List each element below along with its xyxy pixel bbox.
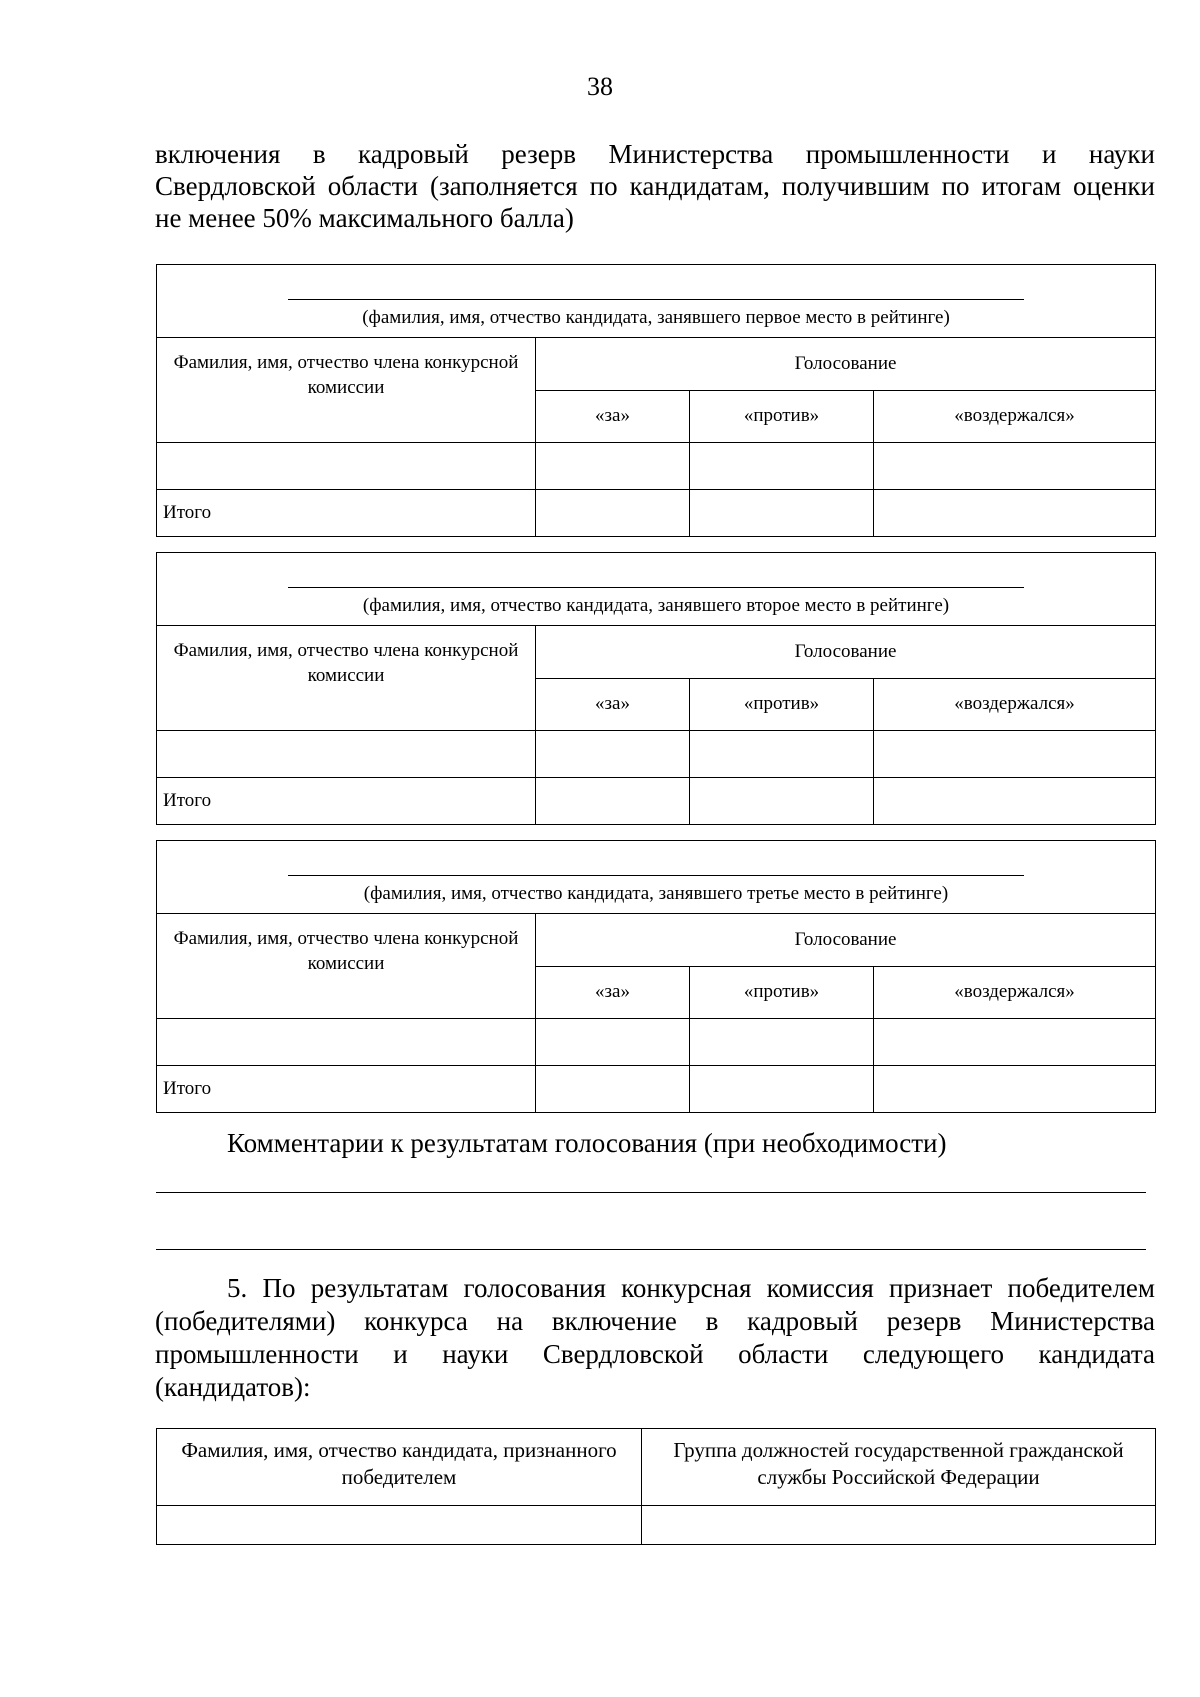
winner-name-header: Фамилия, имя, отчество кандидата, признанного победителем (157, 1429, 642, 1506)
item-5-line-1: 5. По результатам голосования конкурсная комиссия признает победителем (227, 1273, 1155, 1303)
member-name-cell[interactable] (157, 731, 536, 778)
for-cell[interactable] (536, 731, 690, 778)
total-abstain-cell[interactable] (874, 1066, 1156, 1113)
total-row (157, 1066, 1156, 1113)
member-header: Фамилия, имя, отчество члена конкурсной комиссии (157, 338, 536, 443)
total-label: Итого (157, 490, 536, 537)
vote-table-second-place (156, 552, 1156, 825)
abstain-cell[interactable] (874, 1019, 1156, 1066)
total-label: Итого (157, 778, 536, 825)
candidate-name-line (288, 587, 1024, 588)
page-number: 38 (587, 72, 613, 101)
position-group-header: Группа должностей государственной гражданской службы Российской Федерации (642, 1429, 1156, 1506)
candidate-caption: (фамилия, имя, отчество кандидата, занявшего первое место в рейтинге) (362, 307, 950, 328)
comments-line-1[interactable] (156, 1192, 1146, 1193)
option-for: «за» (536, 390, 690, 443)
vote-table-third-place (156, 840, 1156, 1113)
intro-paragraph (155, 138, 1155, 234)
option-abstain: «воздержался» (874, 966, 1156, 1019)
total-for-cell[interactable] (536, 778, 690, 825)
candidate-name-line (288, 299, 1024, 300)
item-5-line-2: (победителями) конкурса на включение в кадровый резерв Министерства (155, 1306, 1155, 1336)
against-cell[interactable] (690, 1019, 874, 1066)
table-row (157, 1019, 1156, 1066)
option-abstain: «воздержался» (874, 390, 1156, 443)
option-against: «против» (690, 390, 874, 443)
option-abstain: «воздержался» (874, 678, 1156, 731)
item-5-line-4: (кандидатов): (155, 1372, 311, 1402)
voting-header: Голосование (536, 626, 1156, 679)
total-abstain-cell[interactable] (874, 778, 1156, 825)
total-label: Итого (157, 1066, 536, 1113)
table-row (157, 1506, 1156, 1545)
for-cell[interactable] (536, 1019, 690, 1066)
against-cell[interactable] (690, 731, 874, 778)
total-row (157, 490, 1156, 537)
total-against-cell[interactable] (690, 778, 874, 825)
member-name-cell[interactable] (157, 443, 536, 490)
option-for: «за» (536, 678, 690, 731)
member-name-cell[interactable] (157, 1019, 536, 1066)
total-row (157, 778, 1156, 825)
item-5-line-3: промышленности и науки Свердловской области следующего кандидата (155, 1339, 1155, 1369)
voting-header: Голосование (536, 914, 1156, 967)
total-for-cell[interactable] (536, 1066, 690, 1113)
comments-line-2[interactable] (156, 1249, 1146, 1250)
option-for: «за» (536, 966, 690, 1019)
candidate-caption: (фамилия, имя, отчество кандидата, занявшего второе место в рейтинге) (362, 595, 950, 616)
total-for-cell[interactable] (536, 490, 690, 537)
abstain-cell[interactable] (874, 443, 1156, 490)
comments-title: Комментарии к результатам голосования (при необходимости) (227, 1128, 947, 1158)
candidate-name-field[interactable] (157, 553, 1156, 626)
member-header: Фамилия, имя, отчество члена конкурсной комиссии (157, 626, 536, 731)
intro-line-1: включения в кадровый резерв Министерства промышленности и науки (155, 139, 1155, 169)
option-against: «против» (690, 966, 874, 1019)
candidate-name-field[interactable] (157, 265, 1156, 338)
voting-header: Голосование (536, 338, 1156, 391)
vote-table-first-place (156, 264, 1156, 537)
candidate-caption: (фамилия, имя, отчество кандидата, занявшего третье место в рейтинге) (363, 883, 949, 904)
item-5-paragraph (155, 1272, 1155, 1404)
member-header: Фамилия, имя, отчество члена конкурсной комиссии (157, 914, 536, 1019)
for-cell[interactable] (536, 443, 690, 490)
option-against: «против» (690, 678, 874, 731)
table-row (157, 731, 1156, 778)
total-against-cell[interactable] (690, 490, 874, 537)
intro-line-2: Свердловской области (заполняется по кандидатам, получившим по итогам оценки (155, 171, 1155, 201)
winners-table (156, 1428, 1156, 1545)
total-against-cell[interactable] (690, 1066, 874, 1113)
candidate-name-field[interactable] (157, 841, 1156, 914)
total-abstain-cell[interactable] (874, 490, 1156, 537)
abstain-cell[interactable] (874, 731, 1156, 778)
against-cell[interactable] (690, 443, 874, 490)
candidate-name-line (288, 875, 1024, 876)
winner-name-cell[interactable] (157, 1506, 642, 1545)
position-group-cell[interactable] (642, 1506, 1156, 1545)
table-row (157, 443, 1156, 490)
intro-line-3: не менее 50% максимального балла) (155, 203, 574, 233)
